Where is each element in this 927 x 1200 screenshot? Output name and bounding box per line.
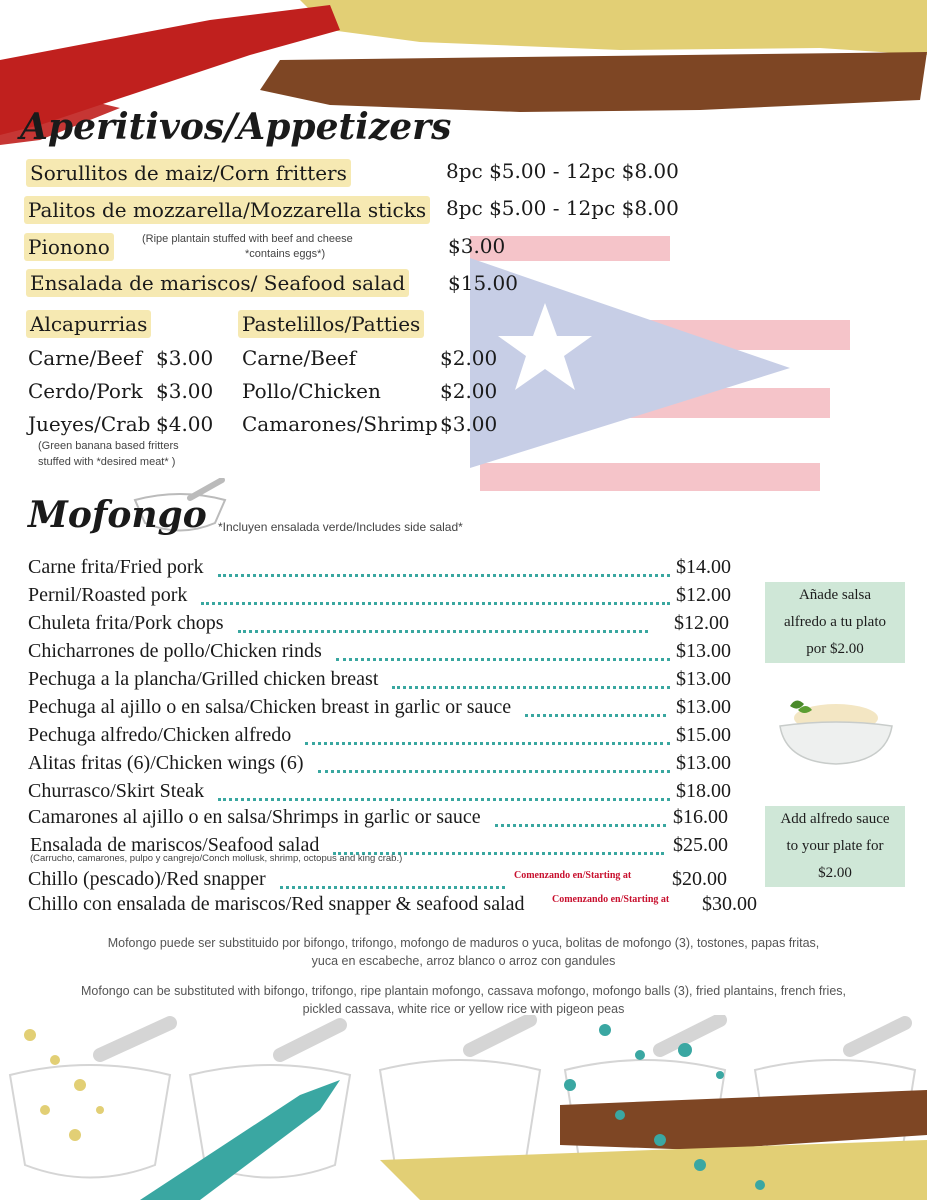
appetizer-price: $3.00 — [448, 234, 506, 258]
appetizer-price: 8pc $5.00 - 12pc $8.00 — [446, 159, 679, 183]
pastelillo-name: Pollo/Chicken — [242, 379, 381, 403]
mofongo-item-price: $16.00 — [673, 806, 728, 828]
add-sauce-spanish-box — [765, 582, 905, 663]
alcapurria-note: (Green banana based fritters — [38, 440, 179, 452]
appetizer-price: $15.00 — [448, 271, 518, 295]
alcapurrias-title: Alcapurrias — [26, 310, 151, 338]
mofongo-item-price: $15.00 — [676, 724, 731, 746]
side-text: $2.00 — [818, 865, 852, 881]
mofongo-item-name: Alitas fritas (6)/Chicken wings (6) — [28, 752, 304, 774]
dotted-leader — [392, 686, 670, 689]
dotted-leader — [495, 824, 666, 827]
mofongo-item-price: $13.00 — [676, 668, 731, 690]
dotted-leader — [318, 770, 670, 773]
alfredo-bowl-icon — [776, 690, 896, 770]
starting-at-label: Comenzando en/Starting at — [552, 894, 670, 905]
appetizer-name: Pionono — [24, 233, 114, 261]
footnote-line: Mofongo can be substituted with bifongo, trifongo, ripe plantain mofongo, cassava mofongo, mofongo balls (3), fried plantains, french fries, — [80, 984, 847, 998]
dotted-leader — [218, 798, 670, 801]
side-text: Add alfredo sauce — [780, 811, 890, 827]
footnote-english — [20, 982, 907, 1018]
side-text: por $2.00 — [806, 641, 864, 657]
mofongo-item-price: $13.00 — [676, 752, 731, 774]
mofongo-item-name: Churrasco/Skirt Steak — [28, 780, 205, 802]
mofongo-item-price: $12.00 — [676, 584, 731, 606]
mofongo-item-name: Carne frita/Fried pork — [28, 556, 204, 578]
dotted-leader — [238, 630, 648, 633]
mofongo-item-name: Pechuga a la plancha/Grilled chicken breast — [28, 668, 379, 690]
pastelillo-name: Camarones/Shrimp — [242, 412, 438, 436]
mofongo-item-name: Chillo con ensalada de mariscos/Red snapper & seafood salad — [28, 893, 525, 915]
mofongo-item-name: Pernil/Roasted pork — [28, 584, 188, 606]
mofongo-item-price: $25.00 — [673, 834, 728, 856]
mofongo-item-name: Ensalada de mariscos/Seafood salad — [30, 834, 320, 856]
mofongo-item-name: Pechuga al ajillo o en salsa/Chicken breast in garlic or sauce — [28, 696, 512, 718]
appetizers-title: Aperitivos/Appetizers — [20, 106, 452, 148]
mofongo-item-name: Chillo (pescado)/Red snapper — [28, 868, 266, 890]
add-sauce-english-box — [765, 806, 905, 887]
appetizer-note: *contains eggs*) — [245, 248, 326, 260]
mofongo-item-name: Camarones al ajillo o en salsa/Shrimps in garlic or sauce — [28, 806, 481, 828]
dotted-leader — [218, 574, 670, 577]
mofongo-item-name: Chuleta frita/Pork chops — [28, 612, 224, 634]
pastelillo-price: $3.00 — [440, 412, 498, 436]
footnote-spanish — [20, 934, 907, 970]
footnote-line: Mofongo puede ser substituido por bifongo, trifongo, mofongo de maduros o yuca, bolitas de mofongo (3), tostones, papas fritas, — [107, 936, 820, 950]
side-text: alfredo a tu plato — [783, 614, 887, 630]
dotted-leader — [305, 742, 670, 745]
mofongo-item-price: $30.00 — [702, 893, 757, 915]
mofongo-item-name: Pechuga alfredo/Chicken alfredo — [28, 724, 292, 746]
mofongo-item-price: $13.00 — [676, 696, 731, 718]
pastelillo-price: $2.00 — [440, 346, 498, 370]
side-text: Añade salsa — [798, 587, 872, 603]
dotted-leader — [280, 886, 505, 889]
alcapurria-name: Jueyes/Crab — [28, 412, 151, 436]
mofongo-item-price: $12.00 — [674, 612, 729, 634]
mofongo-title: Mofongo — [28, 494, 207, 536]
mofongo-subtitle: *Incluyen ensalada verde/Includes side salad* — [218, 520, 463, 534]
appetizer-price: 8pc $5.00 - 12pc $8.00 — [446, 196, 679, 220]
mofongo-item-price: $13.00 — [676, 640, 731, 662]
appetizer-name: Ensalada de mariscos/ Seafood salad — [26, 269, 409, 297]
side-text: to your plate for — [786, 838, 884, 854]
appetizer-name: Palitos de mozzarella/Mozzarella sticks — [24, 196, 430, 224]
pastelillos-title: Pastelillos/Patties — [238, 310, 424, 338]
pastelillo-price: $2.00 — [440, 379, 498, 403]
alcapurria-note: stuffed with *desired meat* ) — [38, 456, 176, 468]
appetizer-name: Sorullitos de maiz/Corn fritters — [26, 159, 351, 187]
alcapurria-name: Cerdo/Pork — [28, 379, 143, 403]
mofongo-item-price: $20.00 — [672, 868, 727, 890]
appetizer-note: (Ripe plantain stuffed with beef and cheese — [142, 233, 353, 245]
mofongo-item-name: Chicharrones de pollo/Chicken rinds — [28, 640, 322, 662]
mofongo-item-price: $18.00 — [676, 780, 731, 802]
alcapurria-name: Carne/Beef — [28, 346, 143, 370]
starting-at-label: Comenzando en/Starting at — [514, 870, 632, 881]
alcapurria-price: $4.00 — [156, 412, 214, 436]
bottom-decoration — [0, 1015, 927, 1200]
dotted-leader — [201, 602, 670, 605]
mofongo-item-price: $14.00 — [676, 556, 731, 578]
footnote-line: pickled cassava, white rice or yellow rice with pigeon peas — [302, 1002, 625, 1016]
dotted-leader — [336, 658, 670, 661]
pastelillo-name: Carne/Beef — [242, 346, 357, 370]
footnote-line: yuca en escabeche, arroz blanco o arroz con gandules — [311, 954, 616, 968]
dotted-leader — [525, 714, 666, 717]
seafood-salad-note: (Carrucho, camarones, pulpo y cangrejo/Conch mollusk, shrimp, octopus and king crab.) — [30, 853, 403, 864]
alcapurria-price: $3.00 — [156, 379, 214, 403]
alcapurria-price: $3.00 — [156, 346, 214, 370]
